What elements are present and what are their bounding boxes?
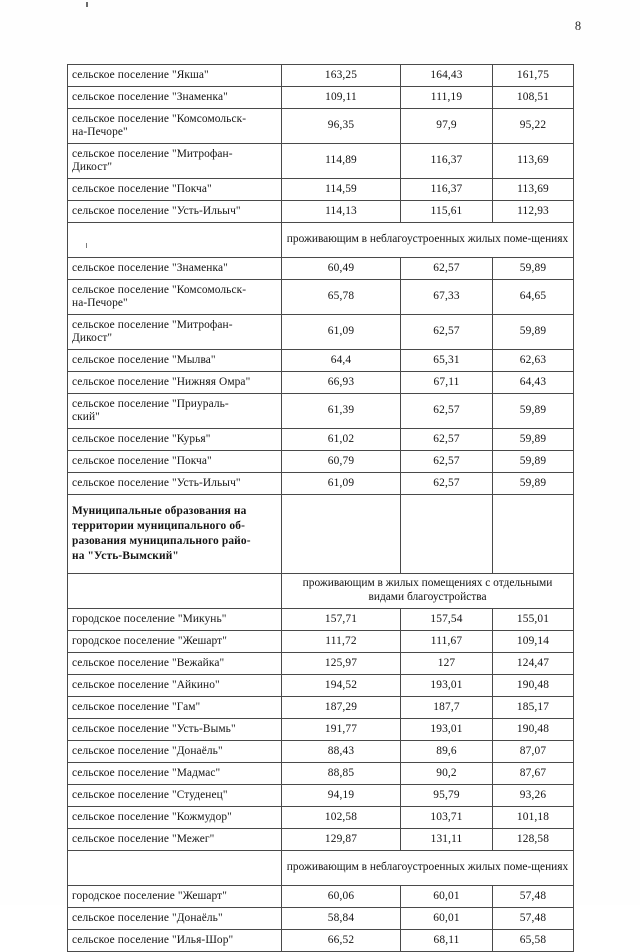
name-line: сельское поселение "Покча" bbox=[72, 182, 212, 195]
value-cell: 94,19 bbox=[282, 785, 401, 807]
value-cell: 62,57 bbox=[401, 429, 493, 451]
table-row bbox=[68, 719, 574, 741]
value-cell: 65,58 bbox=[493, 930, 574, 952]
name-line: сельское поселение "Мадмас" bbox=[72, 766, 221, 779]
value-cell: 116,37 bbox=[401, 144, 493, 179]
value-cell: 66,52 bbox=[282, 930, 401, 952]
value-cell: 194,52 bbox=[282, 675, 401, 697]
value-cell: 62,57 bbox=[401, 258, 493, 280]
value-cell: 62,57 bbox=[401, 451, 493, 473]
table-row bbox=[68, 258, 574, 280]
value-cell: 131,11 bbox=[401, 829, 493, 851]
table-row bbox=[68, 675, 574, 697]
scan-artifact-speck bbox=[86, 2, 88, 7]
settlement-name bbox=[68, 829, 282, 851]
value-cell: 65,31 bbox=[401, 350, 493, 372]
settlement-name bbox=[68, 763, 282, 785]
settlement-name bbox=[68, 631, 282, 653]
value-cell: 88,43 bbox=[282, 741, 401, 763]
table-row bbox=[68, 930, 574, 952]
value-cell: 64,65 bbox=[493, 280, 574, 315]
table-row bbox=[68, 653, 574, 675]
settlement-name bbox=[68, 258, 282, 280]
value-cell: 191,77 bbox=[282, 719, 401, 741]
value-cell: 114,59 bbox=[282, 179, 401, 201]
value-cell: 193,01 bbox=[401, 719, 493, 741]
subheader-text: проживающим в жилых помещениях с отдельными видами благоустройства bbox=[282, 574, 574, 609]
settlement-name bbox=[68, 473, 282, 495]
table-row bbox=[68, 451, 574, 473]
name-line: сельское поселение "Знаменка" bbox=[72, 90, 228, 103]
value-cell: 87,07 bbox=[493, 741, 574, 763]
table-row bbox=[68, 394, 574, 429]
name-line: Дикост" bbox=[72, 332, 113, 344]
value-cell: 112,93 bbox=[493, 201, 574, 223]
value-cell: 64,43 bbox=[493, 372, 574, 394]
subheader-text: проживающим в неблагоустроенных жилых поме-щениях bbox=[282, 223, 574, 258]
value-cell: 97,9 bbox=[401, 109, 493, 144]
value-cell: 193,01 bbox=[401, 675, 493, 697]
value-cell: 89,6 bbox=[401, 741, 493, 763]
table-container bbox=[67, 64, 573, 952]
value-cell: 58,84 bbox=[282, 908, 401, 930]
name-line: сельское поселение "Вежайка" bbox=[72, 656, 225, 669]
value-cell: 113,69 bbox=[493, 179, 574, 201]
name-line: сельское поселение "Студенец" bbox=[72, 788, 228, 801]
value-cell bbox=[282, 495, 401, 574]
value-cell: 59,89 bbox=[493, 451, 574, 473]
value-cell: 62,57 bbox=[401, 473, 493, 495]
table-subheader-row bbox=[68, 223, 574, 258]
value-cell: 190,48 bbox=[493, 719, 574, 741]
value-cell: 111,67 bbox=[401, 631, 493, 653]
name-line: сельское поселение "Донаёль" bbox=[72, 744, 223, 757]
name-line: сельское поселение "Кожмудор" bbox=[72, 810, 232, 823]
value-cell: 187,29 bbox=[282, 697, 401, 719]
name-line: сельское поселение "Мылва" bbox=[72, 353, 216, 366]
settlement-name bbox=[68, 201, 282, 223]
value-cell: 111,19 bbox=[401, 87, 493, 109]
value-cell: 115,61 bbox=[401, 201, 493, 223]
table-row bbox=[68, 785, 574, 807]
value-cell: 116,37 bbox=[401, 179, 493, 201]
name-line: сельское поселение "Усть-Ильыч" bbox=[72, 476, 241, 489]
value-cell: 59,89 bbox=[493, 473, 574, 495]
value-cell: 157,54 bbox=[401, 609, 493, 631]
subheader-text: проживающим в неблагоустроенных жилых поме-щениях bbox=[282, 851, 574, 886]
settlement-name bbox=[68, 908, 282, 930]
subheader-empty-cell bbox=[68, 851, 282, 886]
value-cell: 109,11 bbox=[282, 87, 401, 109]
scan-artifact-tick bbox=[86, 243, 87, 248]
value-cell: 125,97 bbox=[282, 653, 401, 675]
table-row bbox=[68, 280, 574, 315]
name-line: городское поселение "Жешарт" bbox=[72, 634, 227, 647]
name-line: сельское поселение "Донаёль" bbox=[72, 911, 223, 924]
table-row bbox=[68, 473, 574, 495]
table-row bbox=[68, 372, 574, 394]
name-line: сельское поселение "Усть-Вымь" bbox=[72, 722, 236, 735]
table-row bbox=[68, 631, 574, 653]
tariff-table bbox=[67, 64, 574, 952]
value-cell: 60,01 bbox=[401, 908, 493, 930]
value-cell: 59,89 bbox=[493, 258, 574, 280]
name-line: городское поселение "Микунь" bbox=[72, 612, 227, 625]
settlement-name bbox=[68, 675, 282, 697]
table-row bbox=[68, 609, 574, 631]
settlement-name bbox=[68, 697, 282, 719]
settlement-name bbox=[68, 653, 282, 675]
value-cell: 61,09 bbox=[282, 315, 401, 350]
value-cell: 113,69 bbox=[493, 144, 574, 179]
value-cell: 164,43 bbox=[401, 65, 493, 87]
settlement-name bbox=[68, 109, 282, 144]
value-cell: 157,71 bbox=[282, 609, 401, 631]
value-cell: 127 bbox=[401, 653, 493, 675]
value-cell: 90,2 bbox=[401, 763, 493, 785]
settlement-name bbox=[68, 886, 282, 908]
table-row bbox=[68, 829, 574, 851]
table-row bbox=[68, 144, 574, 179]
table-row bbox=[68, 350, 574, 372]
table-row bbox=[68, 315, 574, 350]
value-cell: 67,11 bbox=[401, 372, 493, 394]
settlement-name bbox=[68, 930, 282, 952]
value-cell: 111,72 bbox=[282, 631, 401, 653]
name-line: сельское поселение "Илья-Шор" bbox=[72, 933, 234, 946]
settlement-name bbox=[68, 87, 282, 109]
settlement-name bbox=[68, 609, 282, 631]
value-cell: 59,89 bbox=[493, 429, 574, 451]
settlement-name bbox=[68, 65, 282, 87]
value-cell: 60,06 bbox=[282, 886, 401, 908]
table-row bbox=[68, 179, 574, 201]
name-line: Дикост" bbox=[72, 161, 113, 173]
value-cell: 87,67 bbox=[493, 763, 574, 785]
name-line: сельское поселение "Митрофан- bbox=[72, 318, 233, 331]
name-line: сельское поселение "Усть-Ильыч" bbox=[72, 204, 241, 217]
value-cell: 61,39 bbox=[282, 394, 401, 429]
settlement-name bbox=[68, 280, 282, 315]
name-line: сельское поселение "Знаменка" bbox=[72, 261, 228, 274]
value-cell: 109,14 bbox=[493, 631, 574, 653]
name-line: сельское поселение "Покча" bbox=[72, 454, 212, 467]
settlement-name bbox=[68, 719, 282, 741]
name-line: сельское поселение "Айкино" bbox=[72, 678, 220, 691]
settlement-name bbox=[68, 785, 282, 807]
name-line: городское поселение "Жешарт" bbox=[72, 889, 227, 902]
value-cell: 95,22 bbox=[493, 109, 574, 144]
value-cell: 108,51 bbox=[493, 87, 574, 109]
name-line: на-Печоре" bbox=[72, 297, 128, 309]
settlement-name bbox=[68, 429, 282, 451]
name-line: сельское поселение "Якша" bbox=[72, 68, 209, 81]
settlement-name bbox=[68, 144, 282, 179]
value-cell: 96,35 bbox=[282, 109, 401, 144]
value-cell: 65,78 bbox=[282, 280, 401, 315]
subheader-empty-cell bbox=[68, 223, 282, 258]
value-cell: 129,87 bbox=[282, 829, 401, 851]
table-subheader-row bbox=[68, 851, 574, 886]
value-cell: 67,33 bbox=[401, 280, 493, 315]
name-line: сельское поселение "Комсомольск- bbox=[72, 112, 247, 125]
name-line: территории муниципального об- bbox=[72, 520, 246, 533]
table-row bbox=[68, 697, 574, 719]
value-cell: 155,01 bbox=[493, 609, 574, 631]
value-cell: 88,85 bbox=[282, 763, 401, 785]
page-number: 8 bbox=[574, 19, 582, 33]
value-cell: 93,26 bbox=[493, 785, 574, 807]
value-cell: 185,17 bbox=[493, 697, 574, 719]
value-cell: 68,11 bbox=[401, 930, 493, 952]
value-cell: 59,89 bbox=[493, 315, 574, 350]
value-cell: 62,63 bbox=[493, 350, 574, 372]
value-cell: 66,93 bbox=[282, 372, 401, 394]
section-title bbox=[68, 495, 282, 574]
subheader-empty-cell bbox=[68, 574, 282, 609]
value-cell: 114,13 bbox=[282, 201, 401, 223]
name-line: сельское поселение "Комсомольск- bbox=[72, 283, 247, 296]
settlement-name bbox=[68, 179, 282, 201]
value-cell: 124,47 bbox=[493, 653, 574, 675]
value-cell: 57,48 bbox=[493, 886, 574, 908]
value-cell: 62,57 bbox=[401, 394, 493, 429]
value-cell: 187,7 bbox=[401, 697, 493, 719]
value-cell: 60,79 bbox=[282, 451, 401, 473]
name-line: ский" bbox=[72, 411, 100, 423]
value-cell bbox=[401, 495, 493, 574]
table-section-header-row bbox=[68, 495, 574, 574]
name-line: сельское поселение "Приураль- bbox=[72, 397, 229, 410]
table-row bbox=[68, 886, 574, 908]
value-cell: 190,48 bbox=[493, 675, 574, 697]
settlement-name bbox=[68, 807, 282, 829]
table-row bbox=[68, 763, 574, 785]
value-cell: 103,71 bbox=[401, 807, 493, 829]
value-cell: 60,49 bbox=[282, 258, 401, 280]
value-cell: 95,79 bbox=[401, 785, 493, 807]
value-cell: 161,75 bbox=[493, 65, 574, 87]
settlement-name bbox=[68, 741, 282, 763]
name-line: на-Печоре" bbox=[72, 126, 128, 138]
value-cell: 60,01 bbox=[401, 886, 493, 908]
value-cell: 114,89 bbox=[282, 144, 401, 179]
table-row bbox=[68, 65, 574, 87]
value-cell: 62,57 bbox=[401, 315, 493, 350]
table-row bbox=[68, 741, 574, 763]
settlement-name bbox=[68, 372, 282, 394]
value-cell: 59,89 bbox=[493, 394, 574, 429]
value-cell: 102,58 bbox=[282, 807, 401, 829]
name-line: сельское поселение "Межег" bbox=[72, 832, 215, 845]
name-line: разования муниципального райо- bbox=[72, 535, 251, 547]
value-cell: 64,4 bbox=[282, 350, 401, 372]
name-line: сельское поселение "Нижняя Омра" bbox=[72, 375, 251, 388]
value-cell: 101,18 bbox=[493, 807, 574, 829]
settlement-name bbox=[68, 350, 282, 372]
value-cell: 128,58 bbox=[493, 829, 574, 851]
table-row bbox=[68, 201, 574, 223]
value-cell: 57,48 bbox=[493, 908, 574, 930]
value-cell: 61,02 bbox=[282, 429, 401, 451]
name-line: сельское поселение "Митрофан- bbox=[72, 147, 233, 160]
table-row bbox=[68, 87, 574, 109]
table-subheader-row bbox=[68, 574, 574, 609]
settlement-name bbox=[68, 315, 282, 350]
settlement-name bbox=[68, 451, 282, 473]
name-line: Муниципальные образования на bbox=[72, 505, 247, 518]
value-cell: 163,25 bbox=[282, 65, 401, 87]
table-row bbox=[68, 908, 574, 930]
name-line: на "Усть-Вымский" bbox=[72, 549, 179, 562]
table-row bbox=[68, 807, 574, 829]
value-cell bbox=[493, 495, 574, 574]
table-row bbox=[68, 429, 574, 451]
name-line: сельское поселение "Гам" bbox=[72, 700, 201, 713]
name-line: сельское поселение "Курья" bbox=[72, 432, 211, 445]
value-cell: 61,09 bbox=[282, 473, 401, 495]
settlement-name bbox=[68, 394, 282, 429]
table-row bbox=[68, 109, 574, 144]
